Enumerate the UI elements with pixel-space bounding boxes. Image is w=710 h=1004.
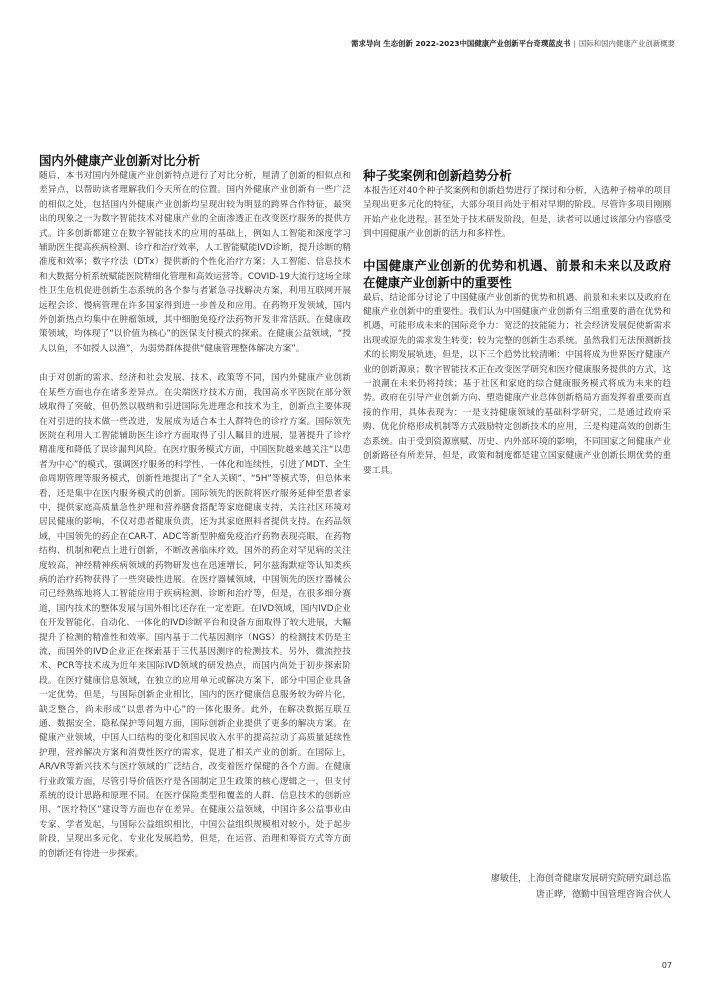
left-column: [39, 152, 351, 861]
author-signature: [363, 871, 671, 903]
header-subtitle: 国际和国内健康产业创新概要: [578, 39, 675, 48]
running-header: [330, 39, 675, 49]
section-heading-seed-awards: 种子奖案例和创新趋势分析: [363, 168, 512, 183]
section-heading-comparison: 国内外健康产业创新对比分析: [39, 153, 201, 168]
header-title: 需求导向 生态创新 2022-2023中国健康产业创新平台奇璞蓝皮书: [351, 39, 571, 48]
author-line-2: 唐正晔，德勤中国管理咨询合伙人: [535, 890, 671, 900]
paragraph-gap: [39, 356, 351, 371]
seed-awards-paragraph: 本报告还对40个种子奖案例和创新趋势进行了探讨和分析，入选种子榜单的项目呈现出更多元化的特征，大部分项目尚处于相对早期的阶段。尽管许多项目刚刚开始产业化进程，甚至处于技术研发阶段，但是，读者可以通过该部分内容感受到中国健康产业创新的活力和多样性。: [363, 186, 671, 240]
section-heading-advantages: 中国健康产业创新的优势和机遇、前景和未来以及政府在健康产业创新中的重要性: [363, 257, 671, 290]
header-separator: |: [573, 39, 576, 48]
comparison-paragraph-1: 随后，本书对国内外健康产业创新特点进行了对比分析，厘清了创新的相似点和差异点，以帮助读者理解我们今天所在的位置。国内外健康产业创新有一些广泛的相似之处，包括国内外健康产业创新均呈现出较为明显的跨界合作特征，最突出的现象之一为数字智能技术对健康产业的全面渗透正在改变医疗服务的提供方式。许多创新都建立在数字智能技术的应用的基础上，例如人工智能和深度学习辅助医生提高疾病检测、诊疗和治疗效率，人工智能赋能IVD诊断，提升诊断的精准度和效率；数字疗法（DTx）提供新的个性化治疗方案；人工智能、信息技术和大数据分析系统赋能医院精细化管理和高效运营等。COVID-19大流行这场全球性卫生危机促进创新生态系统的各个参与者紧急寻找解决方案，利用互联网开展远程会诊、慢病管理在许多国家得到进一步普及和应用。在药物开发领域，国内外创新热点均集中在肿瘤领域，其中细胞免疫疗法药物开发非常活跃。在健康政策领域，均体现了“以价值为核心”的医保支付模式的探索。在健康公益领域，“授人以鱼，不如授人以渔”，为弱势群体提供“健康管理整体解决方案”。: [39, 171, 351, 354]
author-line-1: 廖敏佳，上海创奇健康发展研究院研究副总监: [490, 874, 671, 884]
advantages-paragraph: 最后，结论部分讨论了中国健康产业创新的优势和机遇、前景和未来以及政府在健康产业创新中的重要性。我们认为中国健康产业创新有三组重要的潜在优势和机遇，可能形成未来的国际竞争力：宽泛的技能能力；社会经济发展促使新需求出现或原先的需求发生转变；较为完整的创新生态系统。虽然我们无法预测新技术的长期发展轨迹，但是，以下三个趋势比较清晰：中国将成为世界医疗健康产业的创新源泉；数字智能技术正在改变医学研究和医疗健康服务提供的方式，这一浪潮在未来仍将持续；基于社区和家庭的综合健康服务模式将成为未来的趋势。政府在引导产业创新方向、塑造健康产业总体创新格局方面发挥着重要而直接的作用，具体表现为：一是支持健康领域的基础科学研究，二是通过政府采购、优化价格形成机制等方式鼓励特定创新技术的应用，三是构建高效的创新生态系统。由于受到资源禀赋、历史、内外部环境的影响，不同国家之间健康产业创新路径有所差异，但是，政策和制度都是建立国家健康产业创新长期优势的重要工具。: [363, 292, 671, 476]
section-gap: [363, 242, 671, 257]
page-number: 07: [661, 961, 672, 970]
right-column: [363, 152, 671, 478]
comparison-paragraph-2: 由于对创新的需求、经济和社会发展、技术、政策等不同，国内外健康产业创新在某些方面也存在诸多差异点。在尖端医疗技术方面，我国高水平医院在部分领域取得了突破，但仍然以吸纳和引进国际先进理念和技术为主，创新点主要体现在对引进的技术做一些改进，发展成为适合本土人群特色的诊疗方案。国际领先医院在利用人工智能辅助医生诊疗方面取得了引人瞩目的进展，显著提升了诊疗精准度和降低了误诊漏判风险。在医疗服务模式方面，中国医院越来越关注“以患者为中心”的模式，强调医疗服务的科学性、一体化和连续性，引进了MDT、全生命周期管理等服务模式，创新性地提出了“全人关顾”、“5H”等模式等，但总体来看，还是集中在医内服务模式的创新。国际领先的医院将医疗服务延伸至患者家中，提供家庭高质量急性护理和营养膳食搭配等家庭健康支持，关注社区环境对居民健康的影响，不仅对患者健康负责，还为其家庭照料者提供支持。在药品领域，中国领先的药企在CAR-T、ADC等新型肿瘤免疫治疗药物表现亮眼，在药物结构、机制和靶点上进行创新，不断改善临床疗效。国外的药企对罕见病的关注度较高，神经精神疾病领域的药物研发也在迅速增长，阿尔兹海默症等认知类疾病的治疗药物获得了一些突破性进展。在医疗器械领域，中国领先的医疗器械公司已经熟练地将人工智能应用于疾病检测、诊断和治疗等，但是，在很多细分赛道，国内技术的整体发展与国外相比还存在一定差距。在IVD领域，国内IVD企业在开发智能化、自动化、一体化的IVD诊断平台和设备方面取得了较大进展，大幅提升了检测的精准性和效率。国内基于二代基因测序（NGS）的检测技术仍是主流，而国外的IVD企业正在探索基于三代基因测序的检测技术。另外，微流控技术、PCR等技术成为近年来国际IVD领域的研发热点，而国内尚处于初步探索阶段。在医疗健康信息领域，在独立的应用单元或解决方案下，部分中国企业具备一定优势，但是，与国际创新企业相比，国内的医疗健康信息服务较为碎片化，缺乏整合，尚未形成“以患者为中心”的一体化服务。此外，在解决数据互联互通、数据安全、隐私保护等问题方面，国际创新企业提供了更多的解决方案。在健康产业领域，中国人口结构的变化和国民收入水平的提高拉动了高质量延续性护理，营养解决方案和消费性医疗的需求，促进了相关产业的创新。在国际上，AR/VR等新兴技术与医疗领域的广泛结合，改变着医疗保健的各个方面。在健康行业政策方面，尽管引导价值医疗是各国制定卫生政策的核心逻辑之一，但支付系统的设计思路和原理不同。在医疗保险类型和覆盖的人群、信息技术的创新应用、“医疗特区”建设等方面也存在差异。在健康公益领域，中国许多公益事业由专家、学者发起，与国际公益组织相比，中国公益组织规模相对较小，处于起步阶段，呈现出多元化、专业化发展趋势，但是，在运营、治理和筹资方式等方面的创新还有待进一步探索。: [39, 373, 351, 859]
section-gap: [363, 152, 671, 167]
